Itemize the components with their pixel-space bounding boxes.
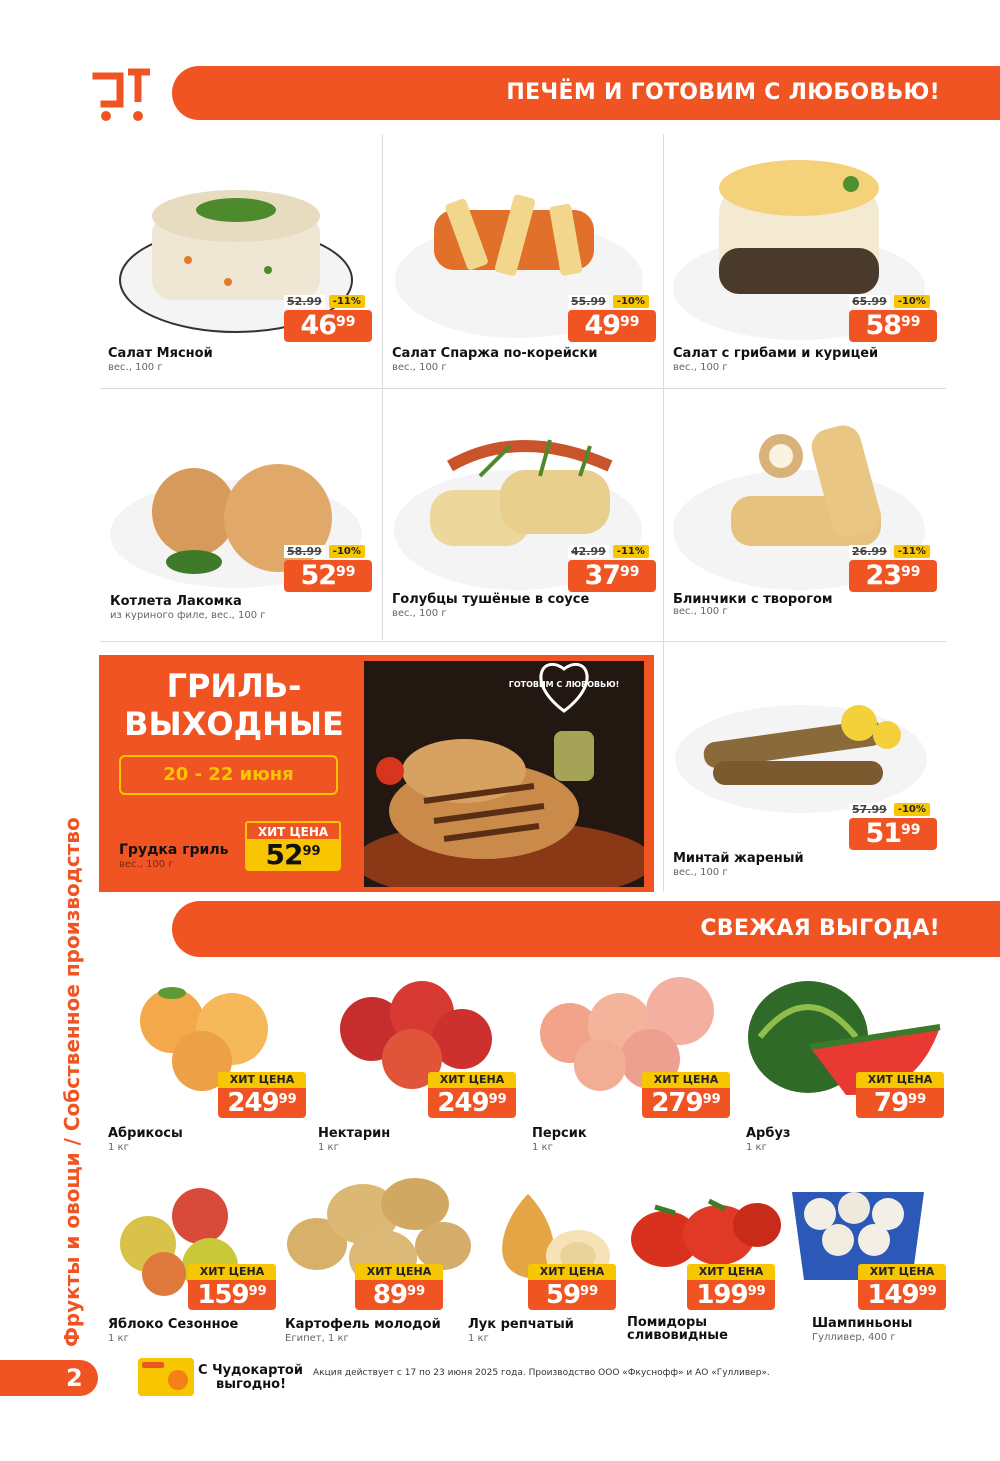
product-name: Салат Спаржа по-корейски [392, 346, 598, 361]
product-card[interactable] [810, 1182, 950, 1352]
product-card[interactable] [530, 975, 736, 1155]
hit-price-tag: ХИТ ЦЕНА $59^{99}$ [528, 1264, 616, 1310]
grid-divider [663, 134, 664, 892]
product-name: Шампиньоны [812, 1316, 913, 1331]
promo-product-name: Грудка гриль [119, 842, 229, 858]
old-price: 65.99 [849, 295, 890, 308]
product-name: Котлета Лакомка [110, 594, 242, 609]
product-name: Абрикосы [108, 1126, 183, 1141]
old-price: 26.99 [849, 545, 890, 558]
product-weight: вес., 100 г [673, 606, 728, 617]
hit-price-tag: ХИТ ЦЕНА $149^{99}$ [858, 1264, 946, 1310]
product-weight: Египет, 1 кг [285, 1333, 349, 1344]
product-weight: 1 кг [532, 1142, 553, 1153]
product-name: Нектарин [318, 1126, 391, 1141]
fried-pollock-image [673, 683, 929, 813]
product-weight: 1 кг [108, 1333, 129, 1344]
new-price: $23^{99}$ [849, 560, 937, 592]
loyalty-card-text: С Чудокартой выгодно! [198, 1363, 303, 1392]
product-card[interactable] [100, 140, 380, 385]
product-weight: вес., 100 г [673, 362, 728, 373]
product-card[interactable] [744, 975, 950, 1155]
new-price: $58^{99}$ [849, 310, 937, 342]
new-price: $52^{99}$ [284, 560, 372, 592]
hit-price-tag: ХИТ ЦЕНА $52^{99}$ [245, 821, 341, 871]
product-card[interactable] [466, 1190, 616, 1350]
product-weight: вес., 100 г [108, 362, 163, 373]
discount-badge: -11% [329, 295, 365, 308]
product-card[interactable] [384, 140, 662, 385]
hit-price-tag: ХИТ ЦЕНА $199^{99}$ [687, 1264, 775, 1310]
discount-badge: -10% [329, 545, 365, 558]
old-price: 55.99 [568, 295, 609, 308]
discount-badge: -11% [894, 545, 930, 558]
hit-price-tag: ХИТ ЦЕНА $79^{99}$ [856, 1072, 944, 1118]
promo-dates: 20 - 22 июня [119, 755, 338, 795]
product-name: Блинчики с творогом [673, 592, 833, 607]
loyalty-card-icon [138, 1358, 194, 1396]
product-weight: 1 кг [468, 1333, 489, 1344]
product-name: Лук репчатый [468, 1317, 574, 1332]
product-card[interactable] [106, 1180, 278, 1350]
product-weight: 1 кг [318, 1142, 339, 1153]
hit-price-tag: ХИТ ЦЕНА $249^{99}$ [218, 1072, 306, 1118]
product-card[interactable] [665, 140, 945, 385]
hit-price-tag: ХИТ ЦЕНА $249^{99}$ [428, 1072, 516, 1118]
grid-divider [100, 388, 946, 389]
product-card[interactable] [384, 392, 662, 637]
section-side-label: Фрукты и овощи / Собственное производство [60, 817, 84, 1347]
hit-price-tag: ХИТ ЦЕНА $89^{99}$ [355, 1264, 443, 1310]
old-price: 52.99 [284, 295, 325, 308]
discount-badge: -10% [894, 295, 930, 308]
new-price: $51^{99}$ [849, 818, 937, 850]
product-name: Яблоко Сезонное [108, 1317, 239, 1332]
page-number: 2 [0, 1360, 98, 1396]
old-price: 58.99 [284, 545, 325, 558]
product-card[interactable] [625, 1185, 785, 1355]
product-name: Картофель молодой [285, 1317, 441, 1332]
hit-price-tag: ХИТ ЦЕНА $279^{99}$ [642, 1072, 730, 1118]
product-weight: вес., 100 г [392, 362, 447, 373]
product-name: Салат Мясной [108, 346, 213, 361]
section-header-prepared: ПЕЧЁМ И ГОТОВИМ С ЛЮБОВЬЮ! [172, 66, 1000, 120]
product-weight: вес., 100 г [392, 608, 447, 619]
grill-weekend-banner[interactable] [99, 655, 654, 892]
new-price: $46^{99}$ [284, 310, 372, 342]
product-weight: вес., 100 г [673, 867, 728, 878]
product-weight: 1 кг [108, 1142, 129, 1153]
new-price: $49^{99}$ [568, 310, 656, 342]
promo-heart-badge-text: ГОТОВИМ С ЛЮБОВЬЮ! [508, 680, 620, 689]
hit-price-tag: ХИТ ЦЕНА $159^{99}$ [188, 1264, 276, 1310]
old-price: 57.99 [849, 803, 890, 816]
discount-badge: -10% [894, 803, 930, 816]
section-header-fresh: СВЕЖАЯ ВЫГОДА! [172, 901, 1000, 957]
store-logo-icon [92, 68, 154, 124]
product-weight: Гулливер, 400 г [812, 1332, 896, 1343]
discount-badge: -11% [613, 545, 649, 558]
product-name: Арбуз [746, 1126, 791, 1141]
grid-divider [382, 134, 383, 640]
product-card[interactable] [106, 975, 312, 1155]
product-name: Помидоры сливовидные [627, 1315, 728, 1343]
product-name: Минтай жареный [673, 851, 804, 866]
product-weight: 1 кг [746, 1142, 767, 1153]
product-card[interactable] [665, 645, 945, 890]
new-price: $37^{99}$ [568, 560, 656, 592]
promo-product-weight: вес., 100 г [119, 859, 174, 870]
product-card[interactable] [316, 975, 522, 1155]
discount-badge: -10% [613, 295, 649, 308]
product-name: Салат с грибами и курицей [673, 346, 879, 361]
product-card[interactable] [665, 392, 945, 637]
product-weight: из куриного филе, вес., 100 г [110, 610, 266, 621]
product-name: Персик [532, 1126, 587, 1141]
product-card[interactable] [100, 392, 380, 637]
grid-divider [100, 641, 946, 642]
product-card[interactable] [283, 1170, 463, 1350]
old-price: 42.99 [568, 545, 609, 558]
grilled-chicken-photo [364, 661, 644, 887]
product-name: Голубцы тушёные в соусе [392, 592, 590, 607]
promo-title: ГРИЛЬ- ВЫХОДНЫЕ [124, 667, 344, 743]
legal-disclaimer: Акция действует с 17 по 23 июня 2025 года. Производство ООО «Фкуснофф» и АО «Гулливер». [313, 1368, 770, 1378]
